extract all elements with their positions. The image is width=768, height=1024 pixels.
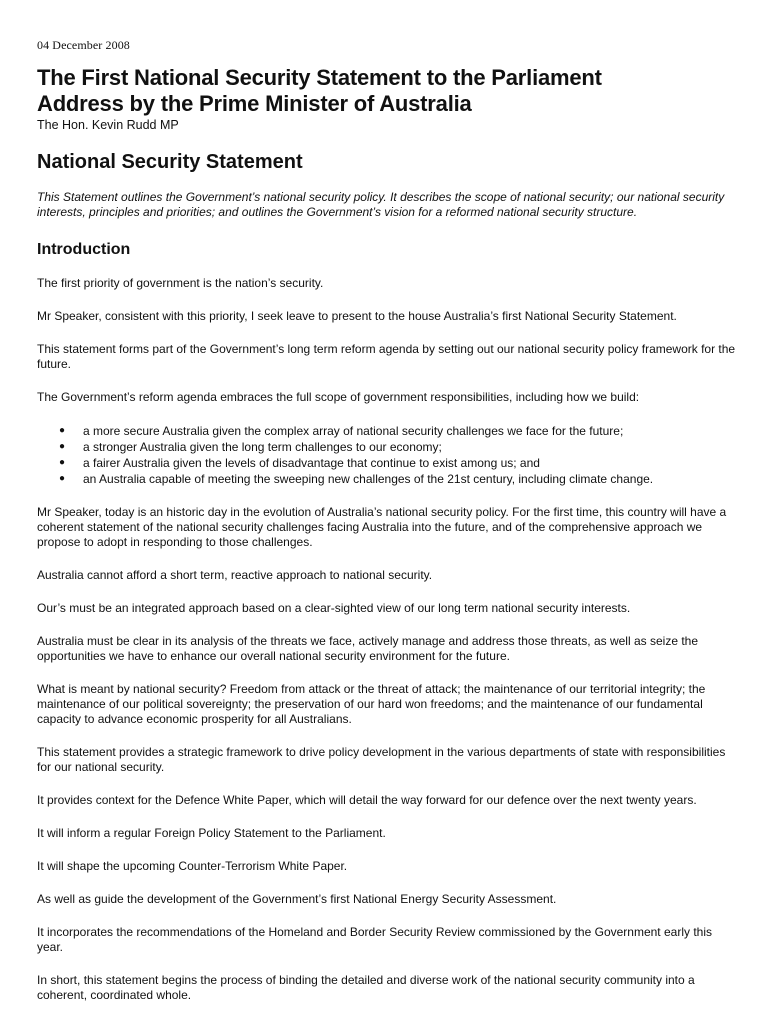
list-item-text: a more secure Australia given the complex array of national security challenges we face for the future; [83, 424, 624, 438]
title-line-1: The First National Security Statement to the Parliament [37, 65, 602, 90]
paragraph: This statement forms part of the Government’s long term reform agenda by setting out our national security policy framework for the future. [37, 342, 736, 371]
document-title [37, 65, 737, 117]
bullet-icon: ● [59, 425, 66, 436]
author-line: The Hon. Kevin Rudd MP [37, 118, 179, 132]
section-heading: National Security Statement [37, 151, 303, 173]
list-item-text: an Australia capable of meeting the sweeping new challenges of the 21st century, including climate change. [83, 472, 654, 486]
paragraph: Australia cannot afford a short term, reactive approach to national security. [37, 568, 433, 582]
bullet-icon: ● [59, 473, 66, 484]
paragraph: It incorporates the recommendations of the Homeland and Border Security Review commissioned by the Government early this year. [37, 925, 712, 954]
bullet-icon: ● [59, 441, 66, 452]
list-item [37, 471, 737, 487]
paragraph: As well as guide the development of the Government’s first National Energy Security Assessment. [37, 892, 557, 906]
paragraph: Australia must be clear in its analysis of the threats we face, actively manage and address those threats, as well as seize the opportunities we have to enhance our overall national security environment for the future. [37, 634, 699, 663]
bullet-icon: ● [59, 457, 66, 468]
paragraph: It will shape the upcoming Counter-Terrorism White Paper. [37, 859, 348, 873]
list-item [37, 439, 737, 455]
title-line-2: Address by the Prime Minister of Australia [37, 91, 472, 116]
paragraph: Our’s must be an integrated approach based on a clear-sighted view of our long term national security interests. [37, 601, 631, 615]
paragraph: It provides context for the Defence White Paper, which will detail the way forward for our defence over the next twenty years. [37, 793, 697, 807]
agenda-list [37, 423, 737, 487]
list-item [37, 423, 737, 439]
paragraph: Mr Speaker, today is an historic day in the evolution of Australia’s national security policy. For the first time, this country will have a coherent statement of the national security challenges facing Australia into the future, and of the comprehensive approach we propose to adopt in responding to those challenges. [37, 505, 727, 549]
list-item-text: a stronger Australia given the long term challenges to our economy; [83, 440, 442, 454]
statement-summary: This Statement outlines the Government’s national security policy. It describes the scope of national security; our national security interests, principles and priorities; and outlines the Government’s vision for a reformed national security structure. [37, 190, 725, 219]
paragraph: Mr Speaker, consistent with this priority, I seek leave to present to the house Australia’s first National Security Statement. [37, 309, 677, 323]
paragraph: The Government’s reform agenda embraces the full scope of government responsibilities, including how we build: [37, 390, 640, 404]
list-item-text: a fairer Australia given the levels of disadvantage that continue to exist among us; and [83, 456, 540, 470]
introduction-heading: Introduction [37, 241, 131, 258]
list-item [37, 455, 737, 471]
document-page [37, 38, 737, 1021]
paragraph: It will inform a regular Foreign Policy Statement to the Parliament. [37, 826, 386, 840]
paragraph: What is meant by national security? Freedom from attack or the threat of attack; the maintenance of our territorial integrity; the maintenance of our political sovereignty; the preservation of our hard won freedoms; and the maintenance of our fundamental capacity to advance economic prosperity for all Australians. [37, 682, 706, 726]
paragraph: In short, this statement begins the process of binding the detailed and diverse work of the national security community into a coherent, coordinated whole. [37, 973, 695, 1002]
paragraph: This statement provides a strategic framework to drive policy development in the various departments of state with responsibilities for our national security. [37, 745, 726, 774]
document-date: 04 December 2008 [37, 38, 130, 52]
paragraph: The first priority of government is the nation’s security. [37, 276, 324, 290]
